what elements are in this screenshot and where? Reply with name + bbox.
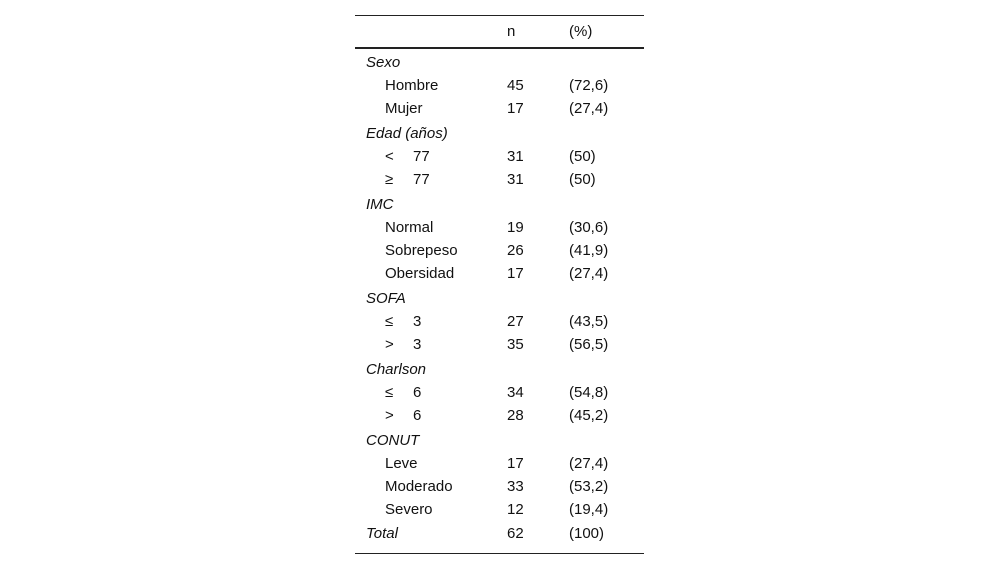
row-n: 28 [507,407,524,424]
row-percent: (54,8) [569,384,609,401]
row-n: 31 [507,148,524,165]
total-n: 62 [507,525,524,542]
row-percent: (45,2) [569,407,609,424]
characteristics-table [355,15,644,554]
row-percent: (27,4) [569,100,609,117]
total-percent: (100) [569,525,605,542]
group-label: Sexo [366,54,401,71]
row-label: Mujer [385,100,423,117]
table-row [355,454,644,477]
total-row [355,523,644,548]
row-label: Hombre [385,77,439,94]
row-percent: (50) [569,171,596,188]
row-threshold: 77 [413,148,430,165]
group-label: Charlson [366,361,427,378]
group-row-imc [355,193,644,218]
row-n: 17 [507,455,524,472]
row-n: 31 [507,171,524,188]
row-percent: (41,9) [569,242,609,259]
table-header-row [355,16,644,47]
row-n: 45 [507,77,524,94]
row-percent: (50) [569,148,596,165]
row-threshold: 77 [413,171,430,188]
header-percent: (%) [569,23,593,40]
row-label: Obersidad [385,265,455,282]
total-label: Total [366,525,398,542]
row-label: Normal [385,219,434,236]
row-label: Leve [385,455,418,472]
group-label: SOFA [366,290,406,307]
group-label: CONUT [366,432,420,449]
row-label: Severo [385,501,433,518]
row-percent: (27,4) [569,265,609,282]
table-row [355,335,644,358]
table-bottom-rule [355,553,644,554]
row-percent: (19,4) [569,501,609,518]
group-row-conut [355,429,644,454]
table-row [355,406,644,429]
row-comparison-symbol: > [385,407,394,424]
group-label: Edad (años) [366,125,448,142]
row-threshold: 3 [413,336,422,353]
table-row [355,264,644,287]
table-row [355,500,644,523]
table-row [355,147,644,170]
row-percent: (72,6) [569,77,609,94]
table-header-rule [355,47,644,49]
row-n: 34 [507,384,524,401]
group-row-sofa [355,287,644,312]
table-row [355,383,644,406]
row-n: 27 [507,313,524,330]
table-row [355,170,644,193]
row-threshold: 3 [413,313,422,330]
table-row [355,312,644,335]
row-threshold: 6 [413,407,422,424]
row-percent: (27,4) [569,455,609,472]
row-percent: (56,5) [569,336,609,353]
row-comparison-symbol: ≤ [385,384,394,401]
row-n: 35 [507,336,524,353]
group-label: IMC [366,196,394,213]
row-comparison-symbol: ≥ [385,171,394,188]
row-n: 19 [507,219,524,236]
row-comparison-symbol: < [385,148,394,165]
row-percent: (30,6) [569,219,609,236]
table-row [355,241,644,264]
row-label: Moderado [385,478,453,495]
row-n: 12 [507,501,524,518]
row-percent: (43,5) [569,313,609,330]
group-row-edad [355,122,644,147]
row-threshold: 6 [413,384,422,401]
row-n: 33 [507,478,524,495]
row-comparison-symbol: ≤ [385,313,394,330]
row-n: 17 [507,100,524,117]
row-percent: (53,2) [569,478,609,495]
row-label: Sobrepeso [385,242,458,259]
table-row [355,76,644,99]
group-row-charlson [355,358,644,383]
table-row [355,99,644,122]
row-n: 17 [507,265,524,282]
row-n: 26 [507,242,524,259]
table-row [355,218,644,241]
header-n: n [507,23,516,40]
group-row-sexo [355,51,644,76]
row-comparison-symbol: > [385,336,394,353]
table-row [355,477,644,500]
